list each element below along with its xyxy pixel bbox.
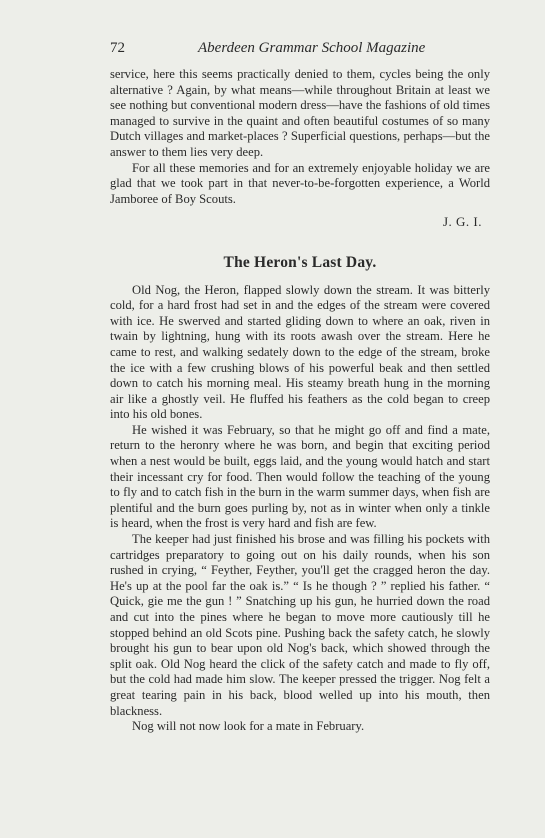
- article-paragraph: He wished it was February, so that he might go off and find a mate, return to the heronry where he was born, and begin that exciting period when a nest would be built, eggs laid, and the young would hatch and start their incessant cry for food. Then would follow the teaching of the young to fly and to catch fish in the burn in the warm summer days, when fish are plentiful and the burn goes purling by, not as in winter when only a tinkle is heard, when the frost is very hard and fish are few.: [110, 422, 490, 531]
- body-text: [110, 67, 490, 735]
- article-paragraph: The keeper had just finished his brose and was filling his pockets with cartridges preparatory to going out on his daily rounds, when his son rushed in crying, “ Feyther, Feyther, you'll get the cragged heron the day. He's up at the pool far the oak is.” “ Is he though ? ” replied his father. “ Quick, gie me the gun ! ” Snatching up his gun, he hurried down the road and cut into the pines where he began to move more cautiously till he stopped behind an old Scots pine. Pushing back the safety catch, he slowly brought his gun to bear upon old Nog's back, which showed through the split oak. Old Nog heard the click of the safety catch and made to fly off, but the cold had made him slow. The keeper pressed the trigger. Nog felt a great tearing pain in his back, blood welled up into his mouth, then blackness.: [110, 532, 490, 718]
- article-title: The Heron's Last Day.: [223, 253, 377, 271]
- page-number: 72: [110, 40, 125, 56]
- article-paragraph: Nog will not now look for a mate in February.: [132, 719, 365, 734]
- author-signature: J. G. I.: [442, 214, 482, 230]
- article-paragraph: Old Nog, the Heron, flapped slowly down the stream. It was bitterly cold, for a hard frost had set in and the edges of the stream were covered with ice. He swerved and started gliding down to where an oak, riven in twain by lightning, hung with its roots awash over the stream. Here he came to rest, and walking sedately down to the edge of the stream, broke the ice with a few crushing blows of his powerful beak and then settled down to catch his morning meal. His steamy breath hung in the morning air like a ghostly veil. He fluffed his feathers as the cold began to creep into his old bones.: [110, 282, 490, 422]
- running-head: Aberdeen Grammar School Magazine: [198, 40, 426, 56]
- previous-article-paragraph: For all these memories and for an extremely enjoyable holiday we are glad that we took part in that never-to-be-forgotten experience, a World Jamboree of Boy Scouts.: [110, 160, 490, 206]
- previous-article-paragraph: service, here this seems practically denied to them, cycles being the only alternative ? Again, by what means—while throughout Britain at least we see nothing but conventional modern dress—have the fashions of old times managed to survive in the quaint and often beautiful costumes of so many Dutch villages and market-places ? Superficial questions, perhaps—but the answer to them lies very deep.: [110, 67, 490, 159]
